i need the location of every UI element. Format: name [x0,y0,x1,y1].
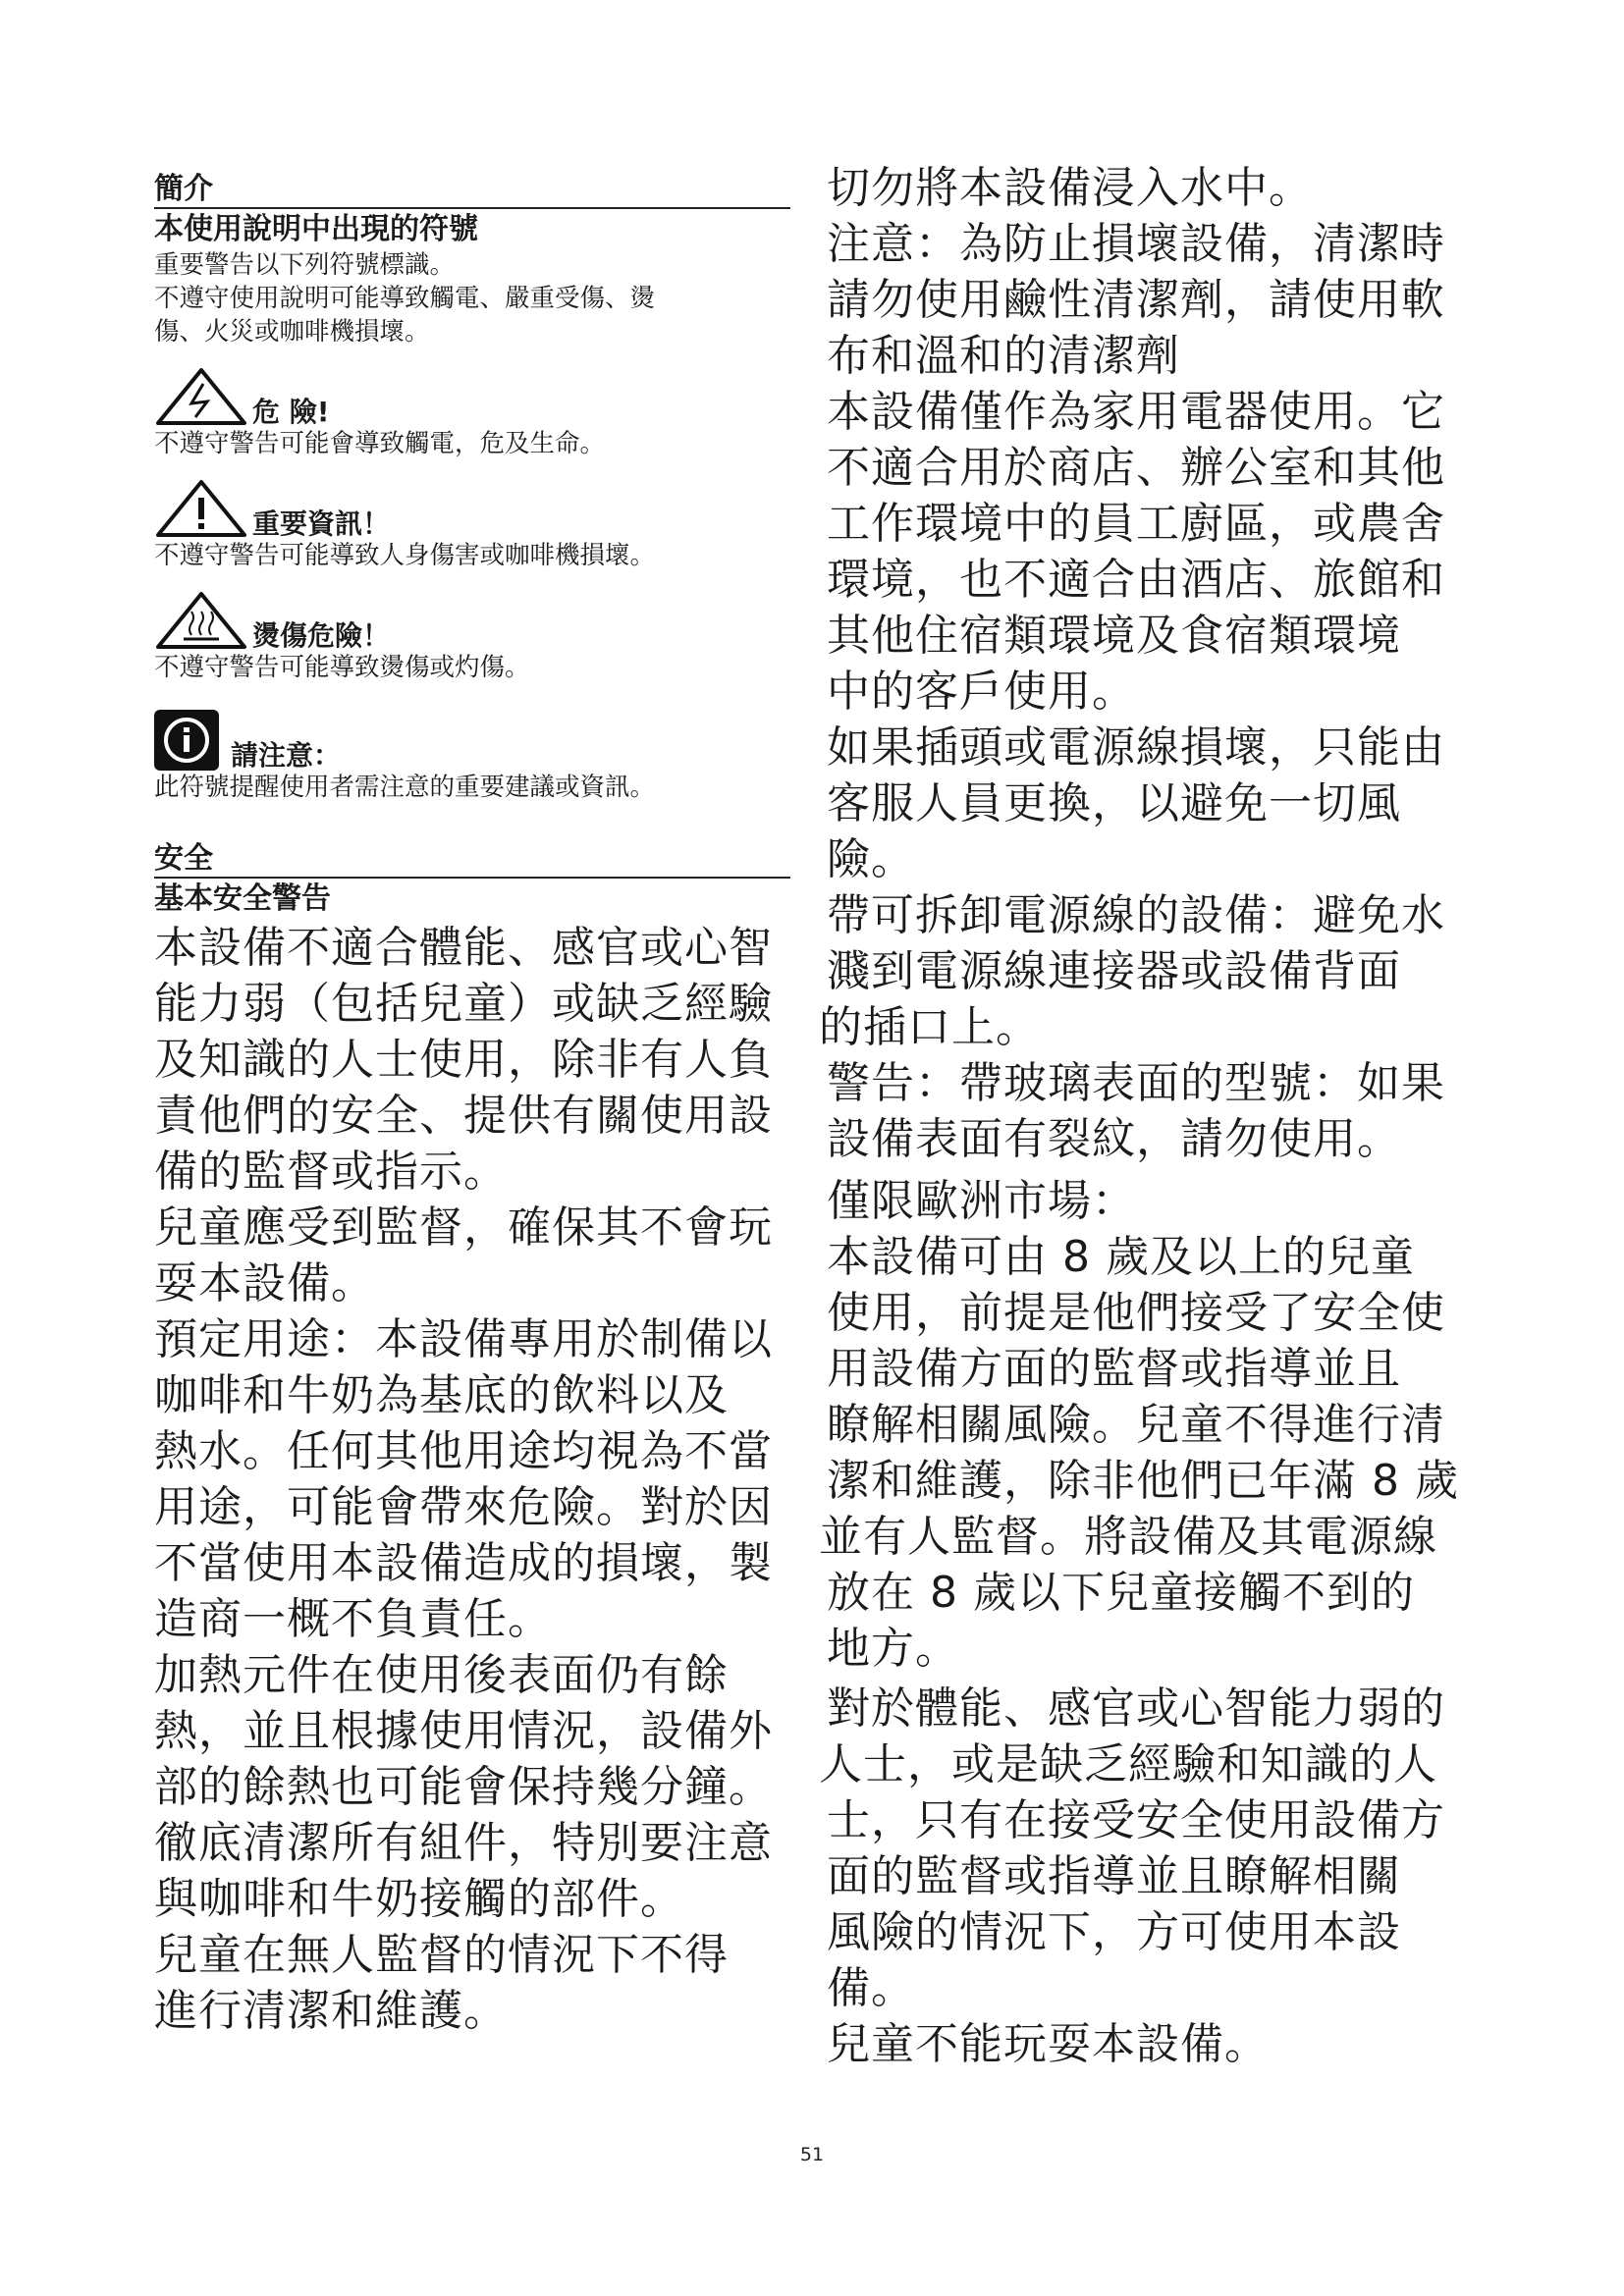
text-line: 與咖啡和牛奶接觸的部件。 [154,1874,684,1924]
text-line: 險。 [827,834,915,884]
text-line: 工作環境中的員工廚區，或農舍 [827,499,1445,549]
right-paragraph [827,1055,1514,1167]
text-line: 本設備不適合體能、感官或心智 [154,923,773,973]
text-line: 進行清潔和維護。 [154,1986,508,2036]
burn-text: 不遵守警告可能導致燙傷或灼傷。 [154,653,530,682]
text-line: 瞭解相關風險。兒童不得進行清 [827,1400,1445,1450]
symbols-intro-line: 重要警告以下列符號標識。 [154,250,456,280]
note-symbol-block [154,698,790,804]
text-line: 備。 [827,1963,915,2013]
danger-text: 不遵守警告可能會導致觸電，危及生命。 [154,429,606,458]
text-line: 備的監督或指示。 [154,1147,508,1197]
text-line: 預定用途：本設備專用於制備以 [154,1314,773,1364]
safety-subheading: 基本安全警告 [154,877,790,918]
text-line: 環境，也不適合由酒店、旅館和 [827,555,1445,605]
symbols-intro-line: 傷、火災或咖啡機損壞。 [154,317,430,347]
text-line: 人士，或是缺乏經驗和知識的人 [819,1739,1437,1789]
safety-heading: 安全 [154,841,213,876]
text-line: 咖啡和牛奶為基底的飲料以及 [154,1370,729,1420]
text-line: 設備表面有裂紋，請勿使用。 [827,1114,1401,1164]
right-paragraph [827,1173,1514,1229]
text-line: 地方。 [827,1624,959,1674]
right-paragraph [827,2016,1514,2072]
text-line: 本設備僅作為家用電器使用。它 [827,387,1445,437]
text-line: 不當使用本設備造成的損壞，製 [154,1538,773,1588]
text-line: 濺到電源線連接器或設備背面 [827,946,1401,996]
text-line: 潔和維護，除非他們已年滿 8 歲 [827,1456,1459,1506]
burn-symbol-block [154,586,790,684]
page-number: 51 [799,2144,825,2165]
left-paragraph [154,1647,790,1815]
text-line: 兒童應受到監督，確保其不會玩 [154,1202,773,1253]
text-line: 兒童在無人監督的情況下不得 [154,1930,729,1980]
text-line: 能力弱（包括兒童）或缺乏經驗 [154,979,773,1029]
info-icon [154,710,219,771]
left-column [154,172,790,2039]
text-line: 責他們的安全、提供有關使用設 [154,1091,773,1141]
note-label: 請注意： [231,739,342,772]
text-line: 面的監督或指導並且瞭解相關 [827,1851,1401,1901]
text-line: 造商一概不負責任。 [154,1594,552,1644]
right-paragraph [827,720,1514,887]
text-line: 對於體能、感官或心智能力弱的 [827,1683,1445,1734]
exclamation-warning-icon [154,478,248,539]
right-paragraph [827,160,1514,216]
text-line: 本設備可由 8 歲及以上的兒童 [827,1232,1415,1282]
text-line: 注意：為防止損壞設備，清潔時 [827,219,1445,269]
text-line: 帶可拆卸電源線的設備：避免水 [827,890,1445,940]
hot-surface-warning-icon [154,590,248,651]
intro-heading: 簡介 [154,172,213,206]
right-paragraph [819,1229,1514,1677]
text-line: 耍本設備。 [154,1258,375,1308]
important-label: 重要資訊！ [252,507,391,540]
burn-label: 燙傷危險！ [252,619,391,652]
text-line: 用途，可能會帶來危險。對於因 [154,1482,773,1532]
left-paragraph [154,920,790,1200]
text-line: 如果插頭或電源線損壞，只能由 [827,722,1445,773]
left-paragraph [154,1311,790,1647]
text-line: 僅限歐洲市場： [827,1176,1136,1226]
text-line: 熱水。任何其他用途均視為不當 [154,1426,773,1476]
left-paragraph [154,1815,790,1927]
right-paragraph [819,887,1514,1055]
text-line: 加熱元件在使用後表面仍有餘 [154,1650,729,1700]
right-paragraph [827,216,1514,384]
symbols-heading: 本使用說明中出現的符號 [154,207,790,248]
text-line: 風險的情況下，方可使用本設 [827,1907,1401,1957]
text-line: 布和溫和的清潔劑 [827,331,1180,381]
left-paragraph [154,1927,790,2039]
text-line: 用設備方面的監督或指導並且 [827,1344,1401,1394]
danger-label: 危 險! [252,396,330,428]
text-line: 請勿使用鹼性清潔劑，請使用軟 [827,275,1445,325]
text-line: 部的餘熱也可能會保持幾分鐘。 [154,1762,773,1812]
text-line: 士，只有在接受安全使用設備方 [827,1795,1445,1845]
lightning-warning-icon [154,366,248,427]
text-line: 兒童不能玩耍本設備。 [827,2019,1269,2069]
text-line: 警告：帶玻璃表面的型號：如果 [827,1058,1445,1108]
text-line: 並有人監督。將設備及其電源線 [819,1512,1437,1562]
right-column [819,160,1514,2072]
text-line: 徹底清潔所有組件，特別要注意 [154,1818,773,1868]
text-line: 不適合用於商店、辦公室和其他 [827,443,1445,493]
text-line: 熱，並且根據使用情況，設備外 [154,1706,773,1756]
text-line: 及知識的人士使用，除非有人負 [154,1035,773,1085]
symbols-intro-line: 不遵守使用說明可能導致觸電、嚴重受傷、燙 [154,284,656,313]
text-line: 切勿將本設備浸入水中。 [827,163,1313,213]
danger-symbol-block [154,362,790,460]
left-paragraph [154,1200,790,1311]
text-line: 使用，前提是他們接受了安全使 [827,1288,1445,1338]
right-paragraph [827,384,1514,720]
right-paragraph [819,1681,1514,2016]
text-line: 其他住宿類環境及食宿類環境 [827,611,1401,661]
note-text: 此符號提醒使用者需注意的重要建議或資訊。 [154,773,656,802]
text-line: 的插口上。 [819,1002,1040,1052]
important-text: 不遵守警告可能導致人身傷害或咖啡機損壞。 [154,541,656,570]
important-symbol-block [154,474,790,572]
text-line: 客服人員更換，以避免一切風 [827,778,1401,828]
text-line: 中的客戶使用。 [827,667,1136,717]
text-line: 放在 8 歲以下兒童接觸不到的 [827,1568,1415,1618]
